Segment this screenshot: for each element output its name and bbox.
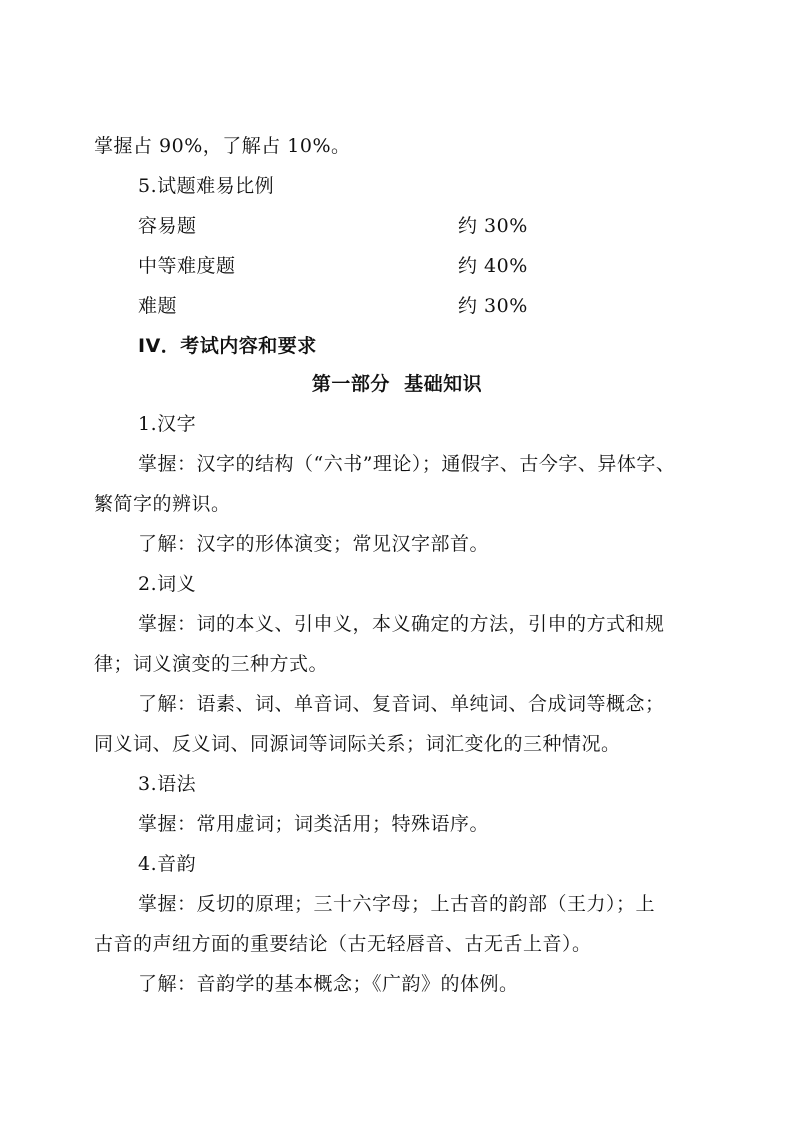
paragraph-line: 掌握：汉字的结构（“六书”理论）；通假字、古今字、异体字、	[138, 453, 676, 475]
paragraph-line: 律；词义演变的三种方式。	[94, 653, 329, 675]
paragraph-line: 古音的声纽方面的重要结论（古无轻唇音、古无舌上音）。	[94, 933, 592, 955]
difficulty-ratio: 约 30%	[458, 215, 528, 237]
section-heading: 2.词义	[138, 573, 197, 595]
section-heading: 4.音韵	[138, 853, 197, 875]
section-heading: 1.汉字	[138, 413, 197, 435]
paragraph-line: 掌握：词的本义、引申义，本义确定的方法，引申的方式和规	[138, 613, 665, 635]
difficulty-ratio: 约 30%	[458, 295, 528, 317]
paragraph-line: 繁简字的辨识。	[94, 493, 231, 515]
paragraph-line: 掌握：常用虚词；词类活用；特殊语序。	[138, 813, 490, 835]
difficulty-label: 中等难度题	[138, 255, 236, 277]
section-heading: 5.试题难易比例	[138, 175, 275, 197]
section-heading: 3.语法	[138, 773, 197, 795]
chapter-heading: IV．考试内容和要求	[138, 335, 317, 357]
difficulty-label: 难题	[138, 295, 178, 317]
paragraph-line: 了解：语素、词、单音词、复音词、单纯词、合成词等概念；	[138, 693, 665, 715]
difficulty-row	[138, 212, 698, 240]
difficulty-row	[138, 252, 698, 280]
paragraph-line: 同义词、反义词、同源词等词际关系；词汇变化的三种情况。	[94, 733, 621, 755]
paragraph-line: 了解：汉字的形体演变；常见汉字部首。	[138, 533, 490, 555]
difficulty-row	[138, 292, 698, 320]
paragraph-line: 了解：音韵学的基本概念；《广韵》的体例。	[138, 973, 519, 995]
difficulty-ratio: 约 40%	[458, 255, 528, 277]
difficulty-label: 容易题	[138, 215, 197, 237]
part-title: 第一部分 基础知识	[311, 373, 483, 395]
paragraph-line: 掌握占 90%，了解占 10%。	[94, 135, 351, 157]
paragraph-line: 掌握：反切的原理；三十六字母；上古音的韵部（王力）；上	[138, 893, 656, 915]
